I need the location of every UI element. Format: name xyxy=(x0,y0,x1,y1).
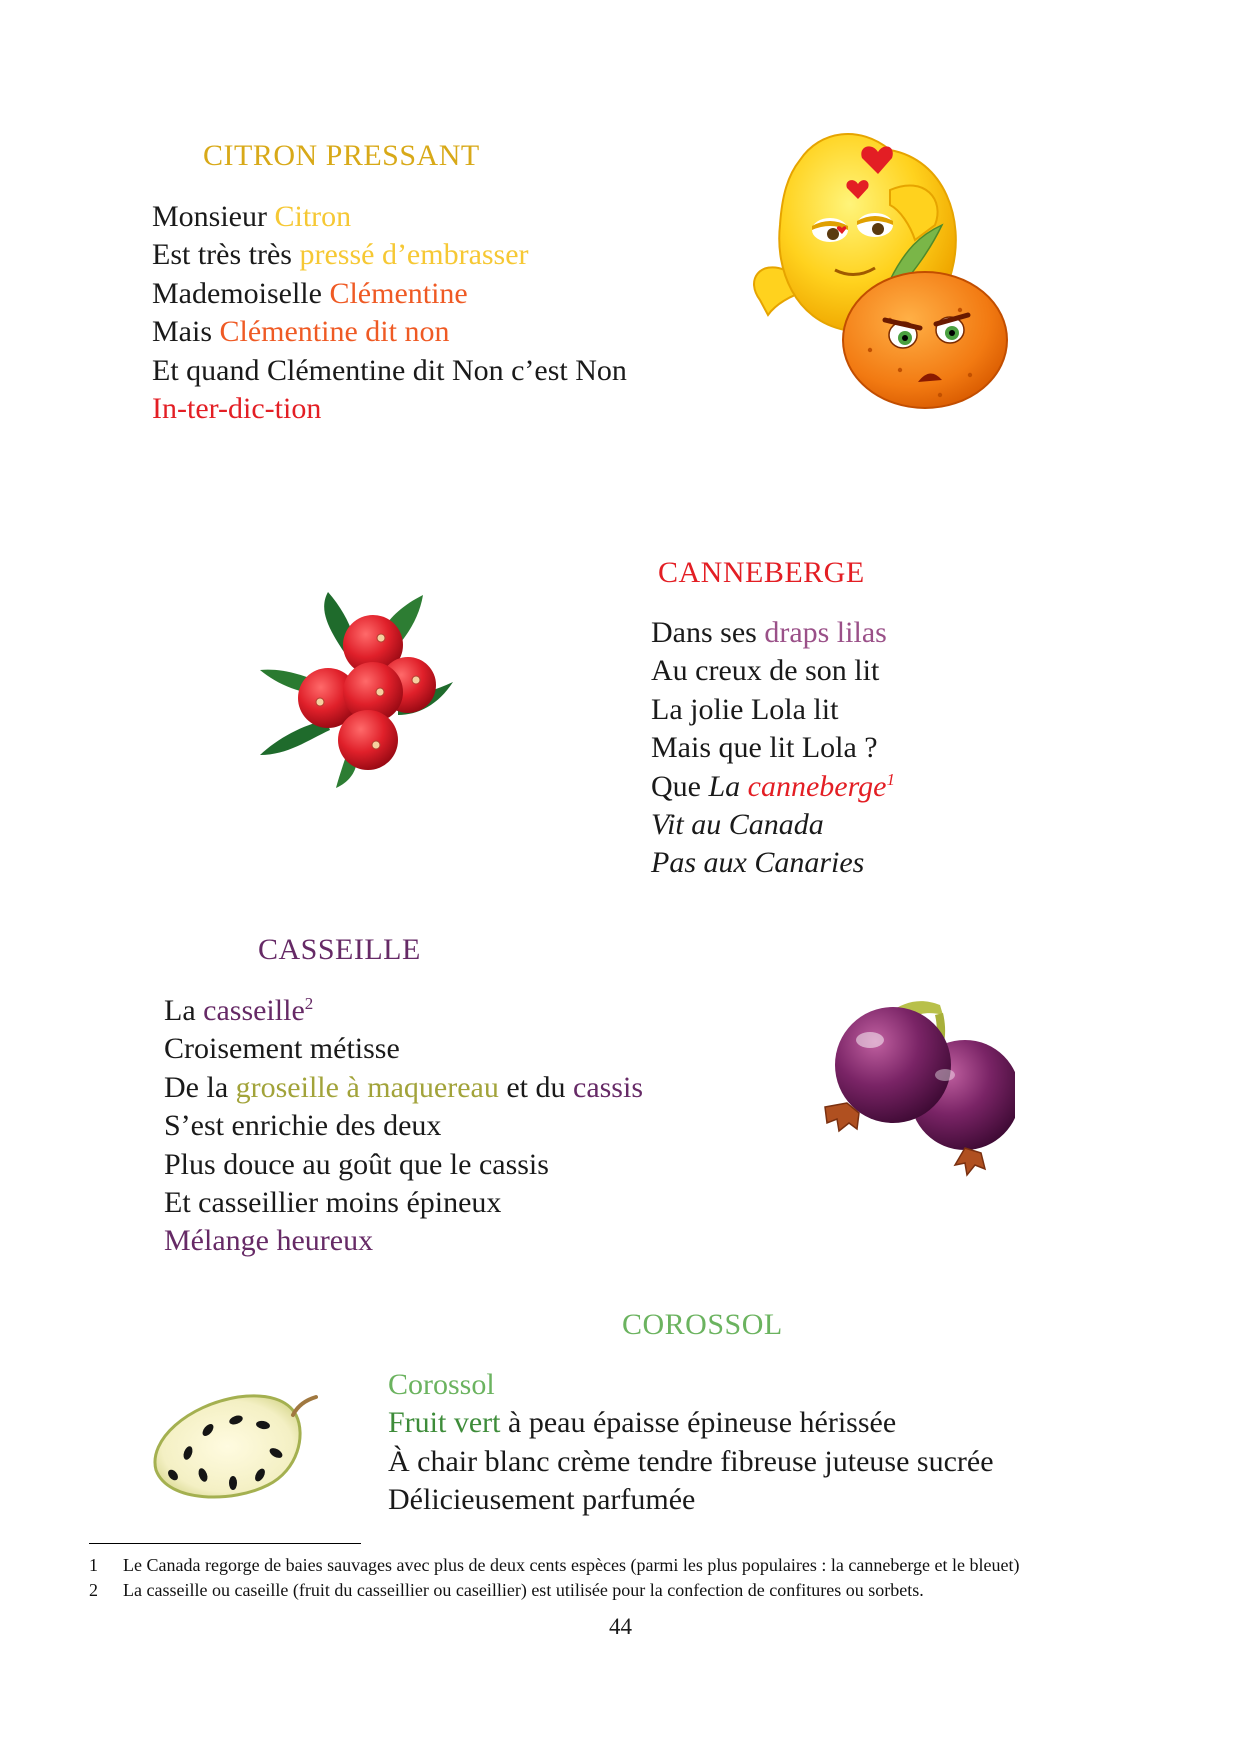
poem-line: Croisement métisse xyxy=(164,1032,400,1066)
poem-line: Vit au Canada xyxy=(651,808,824,842)
casseille-berries-icon xyxy=(815,995,1015,1195)
poem-line: Pas aux Canaries xyxy=(651,846,865,880)
poem-line: Et quand Clémentine dit Non c’est Non xyxy=(152,353,627,387)
footnotes xyxy=(89,1553,1019,1603)
poem-casseille xyxy=(164,992,643,1261)
title-citron-pressant: CITRON PRESSANT xyxy=(203,139,480,172)
footnote-2: 2 La casseille ou caseille (fruit du casseillier ou caseillier) est utilisée pour la confection de confitures ou sorbets. xyxy=(89,1580,924,1600)
poem-line: De la groseille à maquereau et du cassis xyxy=(164,1070,643,1104)
poem-line: La jolie Lola lit xyxy=(651,692,839,726)
title-corossol: COROSSOL xyxy=(622,1308,783,1341)
poem-line: Monsieur Citron xyxy=(152,200,352,233)
page-number: 44 xyxy=(609,1614,632,1639)
poem-line: Dans ses draps lilas xyxy=(651,616,887,649)
poem-line: Au creux de son lit xyxy=(651,654,880,688)
title-canneberge: CANNEBERGE xyxy=(658,556,865,589)
footnote-ref-1[interactable]: 1 xyxy=(886,769,895,789)
poem-line: S’est enrichie des deux xyxy=(164,1109,442,1143)
poem-line: Mais que lit Lola ? xyxy=(651,731,878,765)
footnote-1: 1 Le Canada regorge de baies sauvages avec plus de deux cents espèces (parmi les plus populaires : la canneberge et le bleuet) xyxy=(89,1555,1020,1575)
poem-line: Corossol xyxy=(388,1368,495,1401)
poem-line: Que La canneberge$^1$ xyxy=(651,769,895,803)
poem-line: In-ter-dic-tion xyxy=(152,392,322,426)
cranberry-icon xyxy=(258,590,458,790)
lemon-and-clementine-icon xyxy=(740,130,1060,420)
footnote-ref-2[interactable]: 2 xyxy=(304,994,314,1013)
poem-citron xyxy=(152,198,627,428)
poem-line: À chair blanc crème tendre fibreuse juteuse sucrée xyxy=(388,1444,994,1478)
poem-corossol xyxy=(388,1366,994,1520)
poem-canneberge xyxy=(651,614,895,883)
poem-line: Délicieusement parfumée xyxy=(388,1483,696,1517)
soursop-icon xyxy=(148,1385,318,1505)
poem-line: Mélange heureux xyxy=(164,1224,374,1258)
poem-line: Mais Clémentine dit non xyxy=(152,315,450,349)
poem-line: La casseille$^2$ xyxy=(164,994,314,1027)
footnote-separator xyxy=(89,1543,361,1544)
poem-line: Mademoiselle Clémentine xyxy=(152,276,468,310)
poem-line: Fruit vert à peau épaisse épineuse hérissée xyxy=(388,1406,897,1440)
poem-line: Et casseillier moins épineux xyxy=(164,1186,502,1220)
poem-line: Plus douce au goût que le cassis xyxy=(164,1147,549,1181)
poem-line: Est très très pressé d’embrasser xyxy=(152,238,529,272)
title-casseille: CASSEILLE xyxy=(258,933,421,966)
